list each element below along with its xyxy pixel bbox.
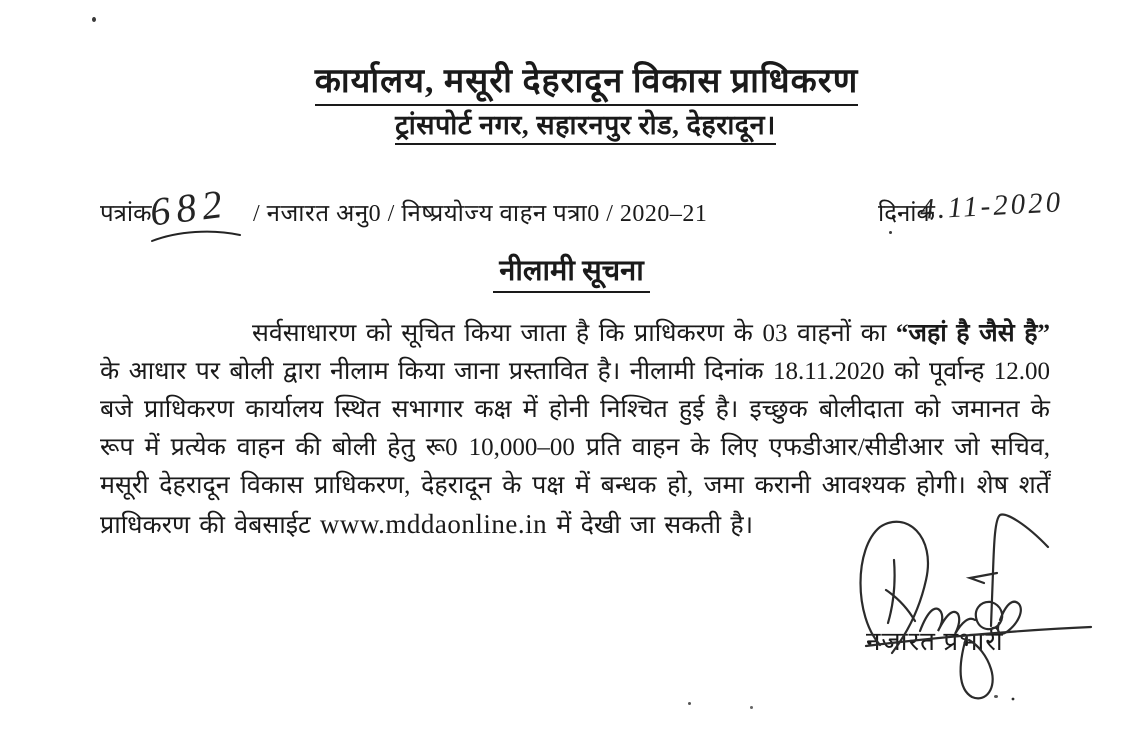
handwritten-signature-icon — [850, 510, 1100, 715]
letter-number-label: पत्रांक — [100, 201, 152, 227]
letter-series-text: / नजारत अनु0 / निष्प्रयोज्य वाहन पत्रा0 / 2020–21 — [253, 201, 708, 227]
scan-artifact-dot — [688, 702, 691, 705]
scan-artifact-dot — [889, 231, 892, 234]
date-label: दिनांक — [878, 201, 935, 227]
scan-artifact-dot — [92, 17, 96, 22]
date-handwritten: 4.11-2020 — [919, 186, 1064, 226]
office-name-heading: कार्यालय, मसूरी देहरादून विकास प्राधिकरण — [315, 62, 859, 106]
scan-artifact-dot — [750, 706, 753, 709]
signature-block — [850, 510, 1100, 715]
body-text-start: सर्वसाधारण को सूचित किया जाता है कि प्राधिकरण के 03 वाहनों का — [252, 320, 896, 347]
office-address-row — [0, 110, 1143, 145]
as-is-where-is-phrase: “जहां है जैसे है” — [895, 320, 1050, 347]
office-address: ट्रांसपोर्ट नगर, सहारनपुर रोड, देहरादून। — [395, 110, 776, 145]
website-address: www.mddaonline.in — [319, 509, 548, 539]
body-text-middle: के आधार पर बोली द्वारा नीलाम किया जाना प्रस्तावित है। नीलामी दिनांक 18.11.2020 को पूर्वान्ह 12.00 बजे प्राधिकरण कार्यालय स्थित सभागार कक्ष में होनी निश्चित हुई है। इच्छुक बोलीदाता को जमानत के रूप में प्रत्येक वाहन की बोली हेतु रू0 10,000–00 प्रति वाहन के लिए एफडीआर/सीडीआर जो सचिव, मसूरी देहरादून विकास प्राधिकरण, देहरादून के पक्ष में बन्धक हो, जमा करानी आवश्यक होगी। शेष शर्तें प्राधिकरण की वेबसाईट — [100, 358, 1050, 539]
letter-number-handwritten: 682 — [147, 180, 231, 235]
notice-title-row — [0, 255, 1143, 293]
signatory-designation: नजारत प्रभारी — [866, 627, 1004, 656]
body-text-end: में देखी जा सकती है। — [547, 512, 754, 539]
notice-title: नीलामी सूचना — [493, 255, 650, 293]
letterhead — [0, 62, 1143, 145]
handwriting-flourish — [150, 228, 242, 244]
reference-row — [0, 180, 1143, 244]
